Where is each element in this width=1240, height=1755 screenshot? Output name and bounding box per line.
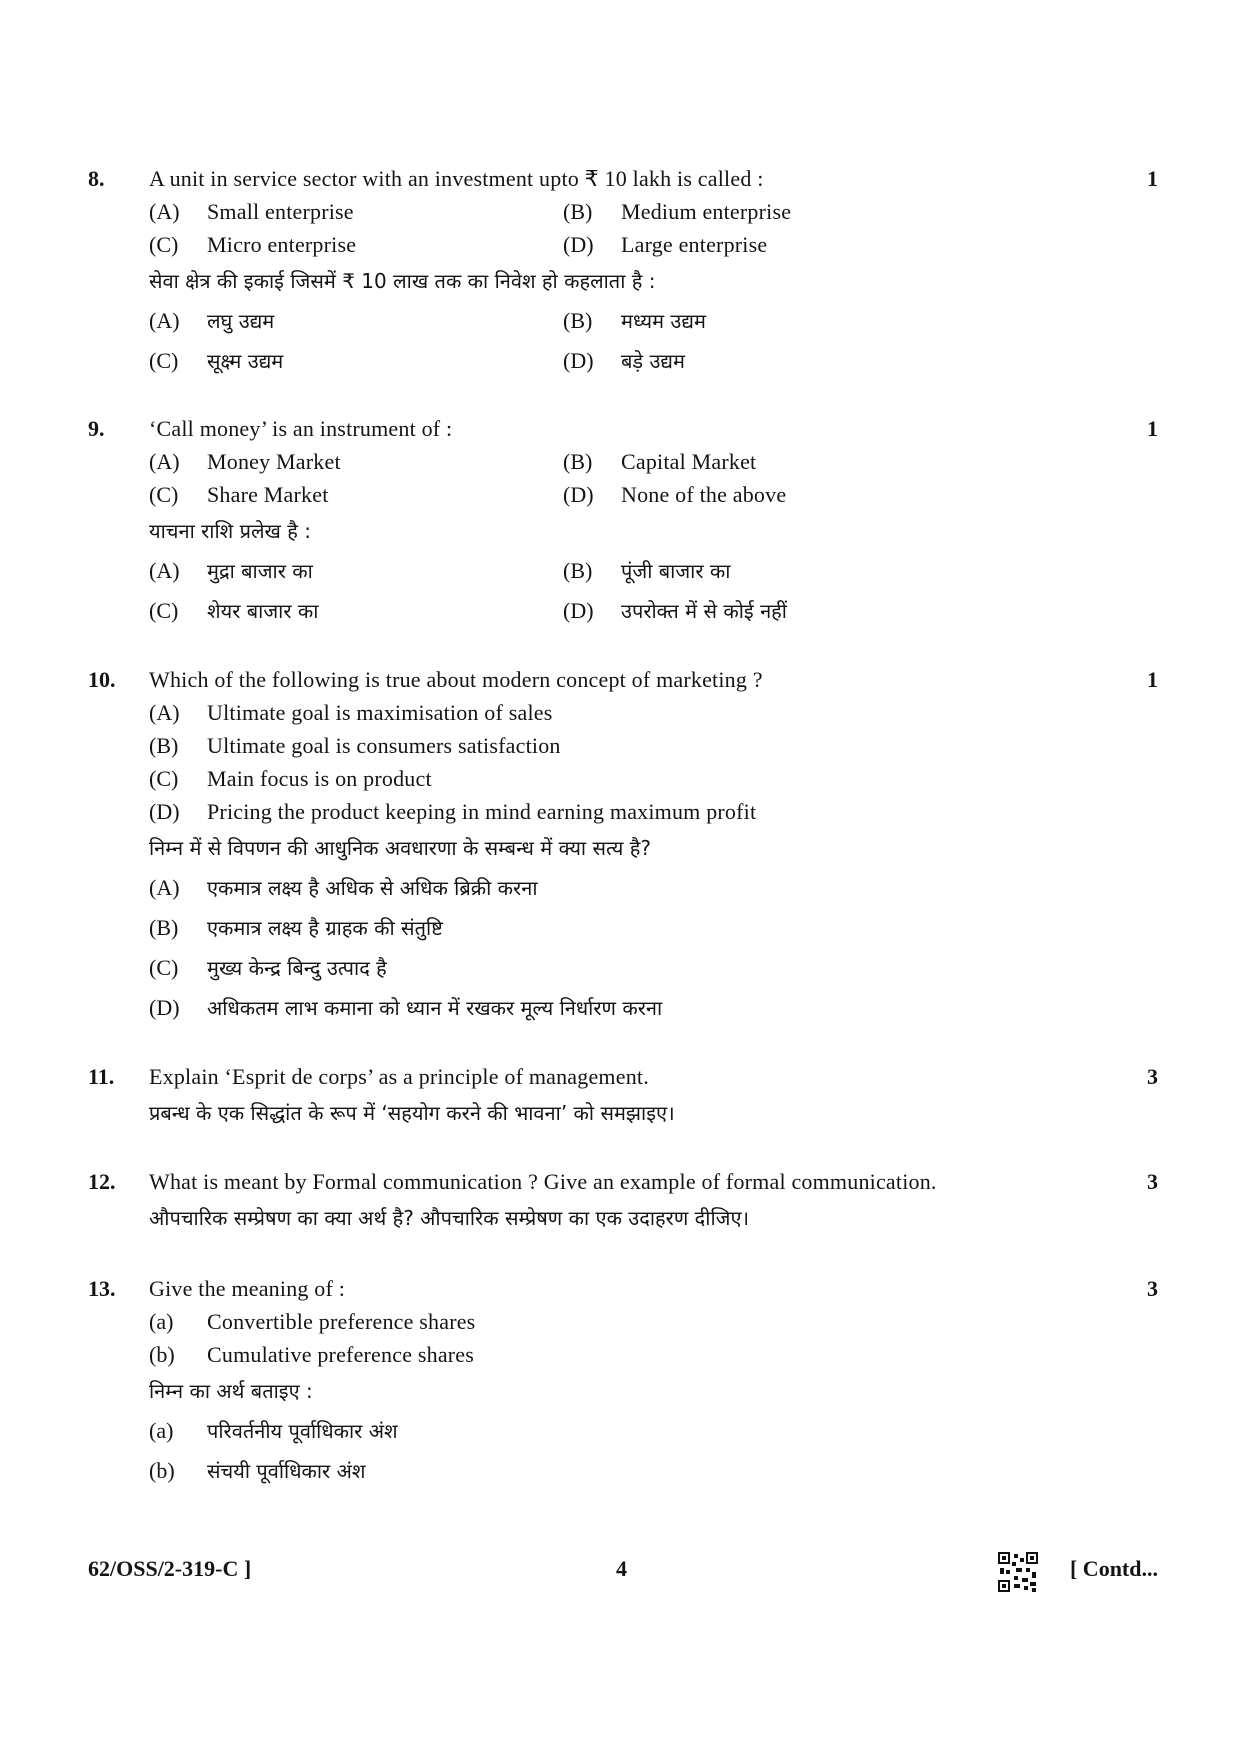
option-text: Money Market — [207, 449, 341, 474]
question-marks: 3 — [1147, 1064, 1158, 1089]
option-text-hindi: परिवर्तनीय पूर्वाधिकार अंश — [207, 1419, 398, 1443]
paper-code: 62/OSS/2-319-C ] — [88, 1556, 252, 1581]
question-text: Explain ‘Esprit de corps’ as a principle of management. — [149, 1064, 649, 1089]
option-text: Large enterprise — [621, 232, 768, 257]
question-10 — [88, 663, 1158, 1028]
question-number: 9. — [88, 416, 105, 441]
option-label: (A) — [149, 700, 180, 725]
option-label: (b) — [149, 1458, 175, 1483]
option-label: (B) — [563, 558, 593, 583]
option-label: (B) — [149, 915, 179, 940]
option-text: Small enterprise — [207, 199, 354, 224]
option-label: (A) — [149, 308, 180, 333]
option-label: (B) — [563, 308, 593, 333]
option-label: (B) — [563, 449, 593, 474]
question-text-hindi: औपचारिक सम्प्रेषण का क्या अर्थ है? औपचारिक सम्प्रेषण का एक उदाहरण दीजिए। — [149, 1206, 750, 1230]
question-9 — [88, 412, 1158, 631]
option-text-hindi: सूक्ष्म उद्यम — [207, 349, 284, 373]
option-text-hindi: उपरोक्त में से कोई नहीं — [621, 599, 787, 623]
option-label: (C) — [149, 232, 179, 257]
option-label: (D) — [563, 232, 594, 257]
question-text: What is meant by Formal communication ? Give an example of formal communication. — [149, 1169, 937, 1194]
option-text: Micro enterprise — [207, 232, 357, 257]
option-label: (D) — [563, 598, 594, 623]
option-label: (A) — [149, 558, 180, 583]
option-text: Capital Market — [621, 449, 757, 474]
question-marks: 3 — [1147, 1169, 1158, 1194]
question-marks: 1 — [1147, 416, 1158, 441]
option-text-hindi: संचयी पूर्वाधिकार अंश — [207, 1459, 366, 1483]
question-marks: 3 — [1147, 1276, 1158, 1301]
option-text: Ultimate goal is maximisation of sales — [207, 700, 553, 725]
option-text: Pricing the product keeping in mind earning maximum profit — [207, 799, 757, 824]
option-text: Share Market — [207, 482, 329, 507]
question-text-hindi: प्रबन्ध के एक सिद्धांत के रूप में ‘सहयोग करने की भावना’ को समझाइए। — [149, 1101, 675, 1125]
option-label: (A) — [149, 875, 180, 900]
option-label: (A) — [149, 199, 180, 224]
question-number: 13. — [88, 1276, 116, 1301]
page-number: 4 — [616, 1556, 627, 1581]
question-12 — [88, 1165, 1158, 1238]
continued-label: [ Contd... — [1069, 1556, 1158, 1581]
option-text: Medium enterprise — [621, 199, 792, 224]
question-marks: 1 — [1147, 667, 1158, 692]
question-text: Which of the following is true about modern concept of marketing ? — [149, 667, 763, 692]
option-label: (C) — [149, 598, 179, 623]
option-label: (C) — [149, 955, 179, 980]
option-label: (D) — [149, 995, 180, 1020]
option-label: (C) — [149, 348, 179, 373]
question-text-hindi: निम्न में से विपणन की आधुनिक अवधारणा के सम्बन्ध में क्या सत्य है? — [149, 836, 651, 860]
question-text: Give the meaning of : — [149, 1276, 346, 1301]
option-text: Convertible preference shares — [207, 1309, 476, 1334]
question-8 — [88, 162, 1158, 381]
question-text: A unit in service sector with an investment upto ₹ 10 lakh is called : — [149, 166, 764, 191]
question-text: ‘Call money’ is an instrument of : — [149, 416, 453, 441]
option-text: Main focus is on product — [207, 766, 432, 791]
option-text-hindi: एकमात्र लक्ष्य है अधिक से अधिक ब्रिक्री करना — [207, 876, 538, 900]
option-label: (B) — [563, 199, 593, 224]
question-number: 10. — [88, 667, 116, 692]
option-label: (D) — [563, 348, 594, 373]
option-text-hindi: एकमात्र लक्ष्य है ग्राहक की संतुष्टि — [207, 916, 443, 940]
option-text: None of the above — [621, 482, 787, 507]
option-label: (B) — [149, 733, 179, 758]
question-text-hindi: याचना राशि प्रलेख है : — [149, 519, 311, 543]
option-text-hindi: पूंजी बाजार का — [621, 559, 731, 583]
option-label: (D) — [149, 799, 180, 824]
qr-code-icon — [998, 1552, 1038, 1592]
question-text-hindi: निम्न का अर्थ बताइए : — [149, 1379, 313, 1403]
question-number: 11. — [88, 1064, 115, 1089]
option-text: Cumulative preference shares — [207, 1342, 475, 1367]
question-11 — [88, 1060, 1158, 1133]
question-marks: 1 — [1147, 166, 1158, 191]
option-text-hindi: बड़े उद्यम — [621, 349, 685, 373]
option-text-hindi: लघु उद्यम — [207, 309, 275, 333]
option-label: (C) — [149, 766, 179, 791]
page-footer — [88, 1552, 1158, 1588]
option-text-hindi: शेयर बाजार का — [207, 599, 319, 623]
option-text: Ultimate goal is consumers satisfaction — [207, 733, 561, 758]
question-number: 12. — [88, 1169, 116, 1194]
option-label: (D) — [563, 482, 594, 507]
option-label: (A) — [149, 449, 180, 474]
option-label: (a) — [149, 1309, 174, 1334]
question-number: 8. — [88, 166, 105, 191]
option-text-hindi: मध्यम उद्यम — [621, 309, 706, 333]
question-13 — [88, 1272, 1158, 1491]
option-text-hindi: मुद्रा बाजार का — [207, 559, 313, 583]
option-text-hindi: अधिकतम लाभ कमाना को ध्यान में रखकर मूल्य निर्धारण करना — [207, 996, 663, 1020]
question-text-hindi: सेवा क्षेत्र की इकाई जिसमें ₹ 10 लाख तक का निवेश हो कहलाता है : — [149, 269, 656, 293]
option-label: (C) — [149, 482, 179, 507]
option-text-hindi: मुख्य केन्द्र बिन्दु उत्पाद है — [207, 956, 387, 980]
option-label: (b) — [149, 1342, 175, 1367]
option-label: (a) — [149, 1418, 174, 1443]
